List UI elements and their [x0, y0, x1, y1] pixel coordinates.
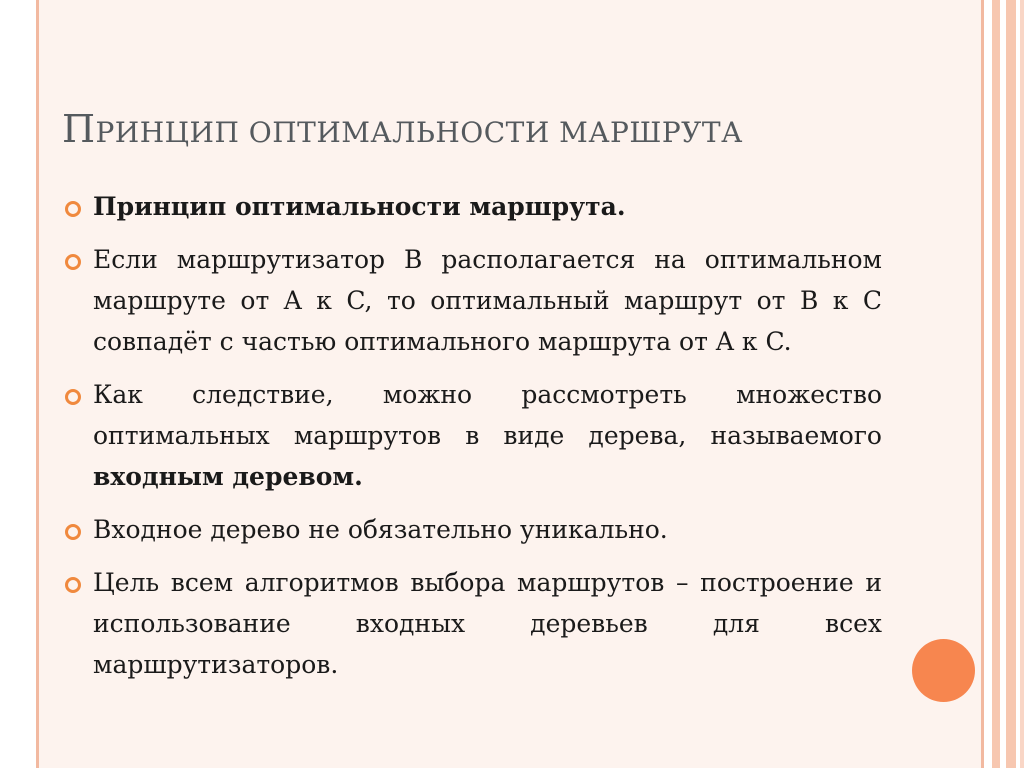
decorative-stripe — [992, 0, 1000, 768]
bullet-item — [62, 374, 882, 497]
title-rest: РИНЦИП ОПТИМАЛЬНОСТИ МАРШРУТА — [95, 116, 743, 149]
bullet-text: Если маршрутизатор B располагается на оптимальном маршруте от A к C, то оптимальный маршрут от B к C совпадёт с частью оптимального маршрута от A к C. — [93, 245, 882, 356]
slide-title — [62, 104, 942, 158]
bullet-item — [62, 186, 882, 227]
hollow-circle-bullet-icon — [65, 524, 81, 540]
bullet-text: Цель всем алгоритмов выбора маршрутов – построение и использование входных деревьев для всех маршрутизаторов. — [93, 568, 882, 679]
bullet-text: Входное дерево не обязательно уникально. — [93, 515, 668, 544]
hollow-circle-bullet-icon — [65, 389, 81, 405]
hollow-circle-bullet-icon — [65, 577, 81, 593]
orange-circle — [912, 639, 975, 702]
bullet-text: Как следствие, можно рассмотреть множество оптимальных маршрутов в виде дерева, называемого — [93, 380, 882, 450]
bullet-item — [62, 239, 882, 362]
bullet-item — [62, 509, 882, 550]
decorative-stripe — [1006, 0, 1016, 768]
bullet-item — [62, 562, 882, 685]
decorative-stripe — [1020, 0, 1024, 768]
hollow-circle-bullet-icon — [65, 201, 81, 217]
hollow-circle-bullet-icon — [65, 254, 81, 270]
bullet-text: Принцип оптимальности маршрута. — [93, 192, 626, 221]
bullet-text-bold: входным деревом. — [93, 462, 363, 491]
bullet-list — [62, 186, 882, 697]
title-first-letter: П — [62, 107, 96, 151]
